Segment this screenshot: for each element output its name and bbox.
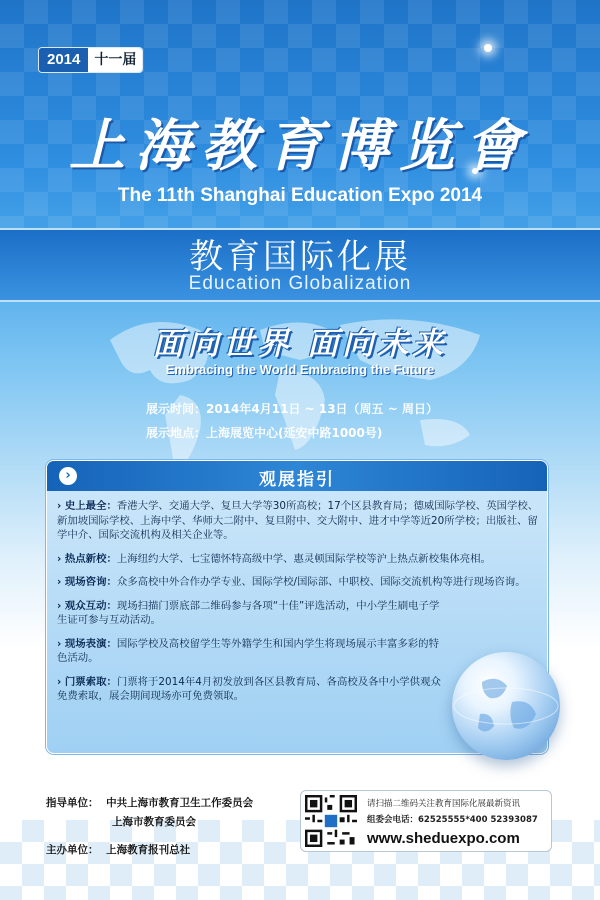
chevron-right-icon: › (59, 467, 77, 485)
guide-item (57, 599, 539, 628)
qr-note: 请扫描二维码关注教育国际化展最新资讯 (367, 799, 521, 809)
chevron-right-icon: › (57, 500, 65, 512)
chevron-right-icon: › (57, 576, 65, 588)
exhibition-time: 展示时间：2014年4月11日 ~ 13日（周五 ~ 周日） (146, 402, 438, 416)
website-link[interactable]: www.sheduexpo.com (367, 830, 520, 847)
theme-title-en: Education Globalization (188, 273, 412, 294)
guide-item-key: 观众互动： (64, 599, 117, 612)
expo-title-cn: 上海教育博览會 (69, 113, 531, 179)
badge-year: 2014 (39, 48, 88, 72)
guide-unit-label: 指导单位： (46, 797, 99, 809)
chevron-right-icon: › (57, 675, 65, 688)
guide-unit (46, 795, 253, 810)
qr-info-box (300, 790, 552, 852)
host-unit-label: 主办单位： (46, 844, 99, 856)
sparkle-icon (484, 44, 492, 52)
panel-title: 观展指引 (259, 470, 335, 490)
host-unit-name: 上海教育报刊总社 (106, 844, 191, 856)
guide-item (57, 575, 539, 590)
theme-title-cn: 教育国际化展 (189, 237, 411, 277)
guide-item-key: 现场表演： (64, 637, 117, 650)
host-unit (46, 842, 190, 857)
guide-item-text: 门票将于2014年4月初发放到各区县教育局、各高校及各中小学供观众免费索取，展会期间现场亦可免费领取。 (57, 675, 441, 702)
qr-code-icon[interactable] (305, 795, 357, 847)
edition-badge (38, 47, 143, 73)
globe-icon (452, 652, 560, 760)
guide-item-text: 国际学校及高校留学生等外籍学生和国内学生将现场展示丰富多彩的特色活动。 (57, 637, 439, 664)
badge-edition: 十一届 (88, 48, 142, 72)
chevron-right-icon: › (57, 552, 65, 565)
chevron-right-icon: › (57, 637, 65, 650)
expo-title-en: The 11th Shanghai Education Expo 2014 (117, 185, 483, 206)
panel-header (47, 461, 547, 491)
guide-item-text: 众多高校中外合作办学专业、国际学校/国际部、中职校、国际交流机构等进行现场咨询。 (116, 576, 526, 588)
guide-unit-2: 上海市教育委员会 (112, 816, 196, 828)
qr-phone: 组委会电话：62525555*400 52393087 (367, 815, 538, 825)
guide-item-key: 史上最全： (64, 500, 117, 512)
exhibition-place: 展示地点：上海展览中心(延安中路1000号) (146, 426, 383, 440)
guide-item-text: 香港大学、交通大学、复旦大学等30所高校；17个区县教育局；德威国际学校、英国学校、新加坡国际学校、上海中学、华师大二附中、复旦附中、交大附中、进才中学等近20所学校；出版社、留学中介、国际交流机构及相关企业等。 (57, 500, 539, 541)
guide-item (57, 552, 539, 567)
slogan-en: Embracing the World Embracing the Future (165, 362, 435, 377)
guide-item (57, 499, 539, 543)
guide-item-text: 上海纽约大学、七宝德怀特高级中学、惠灵顿国际学校等沪上热点新校集体亮相。 (116, 552, 491, 565)
guide-unit-1: 中共上海市教育卫生工作委员会 (106, 797, 254, 809)
guide-item-key: 现场咨询： (64, 576, 117, 588)
guide-item-text: 现场扫描门票底部二维码参与各项“十佳”评选活动，中小学生刷电子学生证可参与互动活动。 (57, 599, 440, 626)
slogan-cn: 面向世界 面向未来 (152, 326, 448, 362)
guide-item-key: 门票索取： (64, 675, 117, 688)
chevron-right-icon: › (57, 599, 65, 612)
guide-item-key: 热点新校： (64, 552, 117, 565)
